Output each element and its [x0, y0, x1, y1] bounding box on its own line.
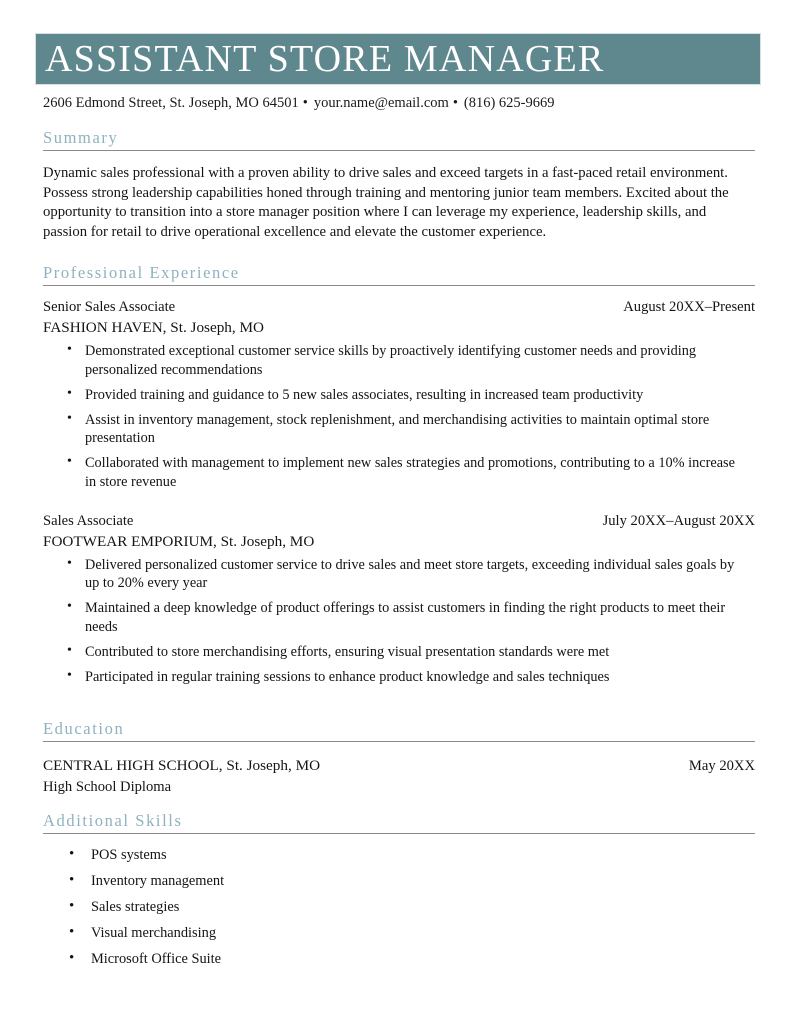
education-degree: High School Diploma: [43, 779, 172, 795]
skills-list: [43, 846, 755, 968]
education-date: May 20XX: [688, 758, 755, 774]
section-title-education: Education: [43, 719, 125, 738]
job-bullet-item: • Demonstrated exceptional customer service skills by proactively identifying customer needs and providing personalized recommendations: [43, 342, 735, 379]
section-rule-education: [43, 741, 755, 742]
education-header-row: [43, 756, 755, 776]
job-dates: August 20XX–Present: [623, 299, 755, 315]
section-title-experience: Professional Experience: [43, 263, 240, 282]
education-school: CENTRAL HIGH SCHOOL, St. Joseph, MO: [43, 757, 321, 774]
experience-header-row: [43, 512, 755, 531]
contact-separator-2: •: [452, 95, 458, 111]
section-skills: [43, 811, 755, 968]
job-bullet-item: • Delivered personalized customer service to drive sales and meet store targets, exceeding individual sales goals by up to 20% every year: [43, 556, 735, 593]
experience-entry: [43, 298, 755, 492]
skill-item: • Inventory management: [43, 872, 755, 890]
section-education: [43, 719, 755, 797]
skill-item: • Sales strategies: [43, 898, 755, 916]
contact-email: your.name@email.com: [313, 95, 449, 111]
job-company: FASHION HAVEN, St. Joseph, MO: [43, 319, 264, 336]
section-title-skills: Additional Skills: [43, 811, 183, 830]
job-company: FOOTWEAR EMPORIUM, St. Joseph, MO: [43, 532, 315, 550]
experience-header-row: [43, 298, 755, 317]
job-bullet-list: [43, 342, 755, 492]
section-summary: [43, 128, 755, 257]
job-title: Senior Sales Associate: [43, 299, 176, 315]
job-bullet-item: • Maintained a deep knowledge of product offerings to assist customers in finding the right products to meet their needs: [43, 599, 735, 636]
section-rule-skills: [43, 833, 755, 834]
job-bullet-item: • Assist in inventory management, stock replenishment, and merchandising activities to maintain optimal store presentation: [43, 411, 735, 448]
skill-item: • Microsoft Office Suite: [43, 950, 755, 968]
job-bullet-list: [43, 556, 755, 687]
contact-phone: (816) 625-9669: [463, 95, 555, 111]
job-bullet-item: • Contributed to store merchandising efforts, ensuring visual presentation standards were met: [43, 643, 735, 662]
contact-line: [43, 94, 555, 112]
job-bullet-item: • Provided training and guidance to 5 new sales associates, resulting in increased team productivity: [43, 386, 735, 405]
section-title-summary: Summary: [43, 128, 119, 147]
contact-separator-1: •: [302, 95, 308, 111]
name-banner: [35, 33, 761, 85]
skill-item: • POS systems: [43, 846, 755, 864]
experience-entry: [43, 512, 755, 687]
section-experience: [43, 263, 755, 687]
job-title: Sales Associate: [43, 512, 134, 529]
education-entry: [43, 756, 755, 797]
section-rule-summary: [43, 150, 755, 151]
skill-item: • Visual merchandising: [43, 924, 755, 942]
job-dates: July 20XX–August 20XX: [602, 512, 755, 529]
contact-address: 2606 Edmond Street, St. Joseph, MO 64501: [43, 95, 299, 111]
summary-text: Dynamic sales professional with a proven ability to drive sales and exceed targets in a fast-paced retail environment. Possess strong leadership capabilities honed through training and mentoring junior team members. Excited about the opportunity to transition into a store manager position where I can leverage my experience, leadership skills, and passion for retail to drive operational excellence and elevate the customer experience.: [43, 165, 729, 240]
section-rule-experience: [43, 285, 755, 286]
job-bullet-item: • Participated in regular training sessions to enhance product knowledge and sales techniques: [43, 668, 735, 687]
candidate-name: ASSISTANT STORE MANAGER: [45, 38, 605, 80]
job-bullet-item: • Collaborated with management to implement new sales strategies and promotions, contributing to a 10% increase in store revenue: [43, 454, 735, 491]
